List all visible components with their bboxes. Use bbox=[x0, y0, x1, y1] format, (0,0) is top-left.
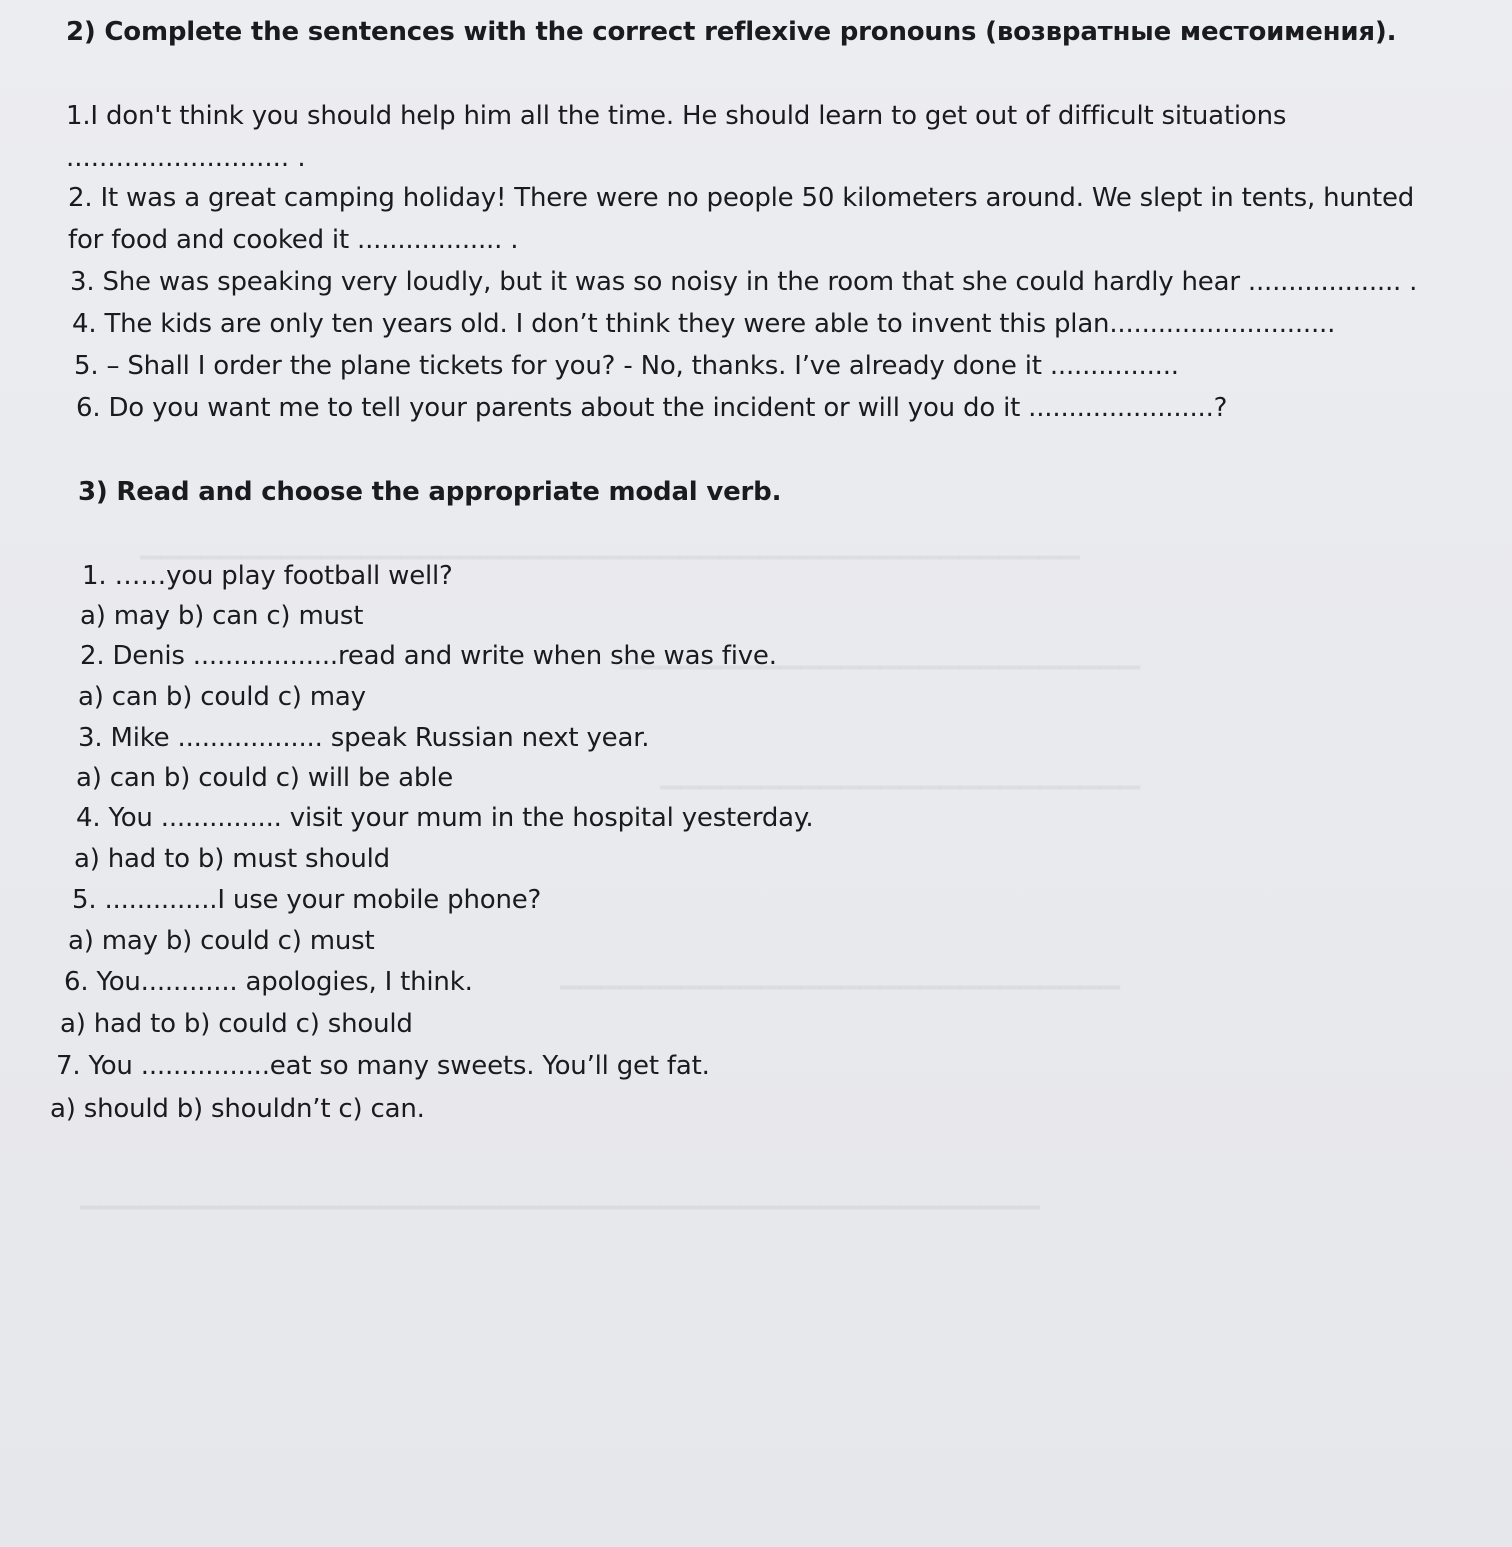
section-2-item-1-blank: ........................... . bbox=[66, 143, 306, 173]
section-3-options-3: a) can b) could c) will be able bbox=[76, 763, 454, 793]
show-through-text: ▁▁▁▁▁▁▁▁▁▁▁▁▁▁▁▁▁▁▁▁▁▁▁▁ bbox=[660, 760, 1140, 790]
show-through-text: ▁▁▁▁▁▁▁▁▁▁▁▁▁▁▁▁▁▁▁▁▁▁▁▁▁▁ bbox=[620, 640, 1140, 670]
section-3-question-2: 2. Denis ..................read and write when she was five. bbox=[80, 641, 777, 671]
section-2-heading: 2) Complete the sentences with the correct reflexive pronouns (возвратные местоимения). bbox=[66, 17, 1397, 47]
section-3-options-1: a) may b) can c) must bbox=[80, 601, 364, 631]
section-3-options-7: a) should b) shouldn’t c) can. bbox=[50, 1094, 425, 1124]
section-3-question-6: 6. You............ apologies, I think. bbox=[64, 967, 473, 997]
section-2-item-2: 2. It was a great camping holiday! There were no people 50 kilometers around. We slept in tents, hunted bbox=[68, 183, 1415, 213]
section-3-question-4: 4. You ............... visit your mum in the hospital yesterday. bbox=[76, 803, 814, 833]
section-3-options-4: a) had to b) must should bbox=[74, 844, 390, 874]
section-2-item-1: 1.I don't think you should help him all the time. He should learn to get out of difficult situations bbox=[66, 101, 1287, 131]
section-3-heading: 3) Read and choose the appropriate modal verb. bbox=[78, 477, 782, 507]
section-2-item-2-cont: for food and cooked it .................. . bbox=[68, 225, 519, 255]
show-through-text: ▁▁▁▁▁▁▁▁▁▁▁▁▁▁▁▁▁▁▁▁▁▁▁▁▁▁▁▁▁▁▁▁▁▁▁▁▁▁▁▁▁▁▁▁▁▁▁▁ bbox=[80, 1180, 1040, 1210]
section-3-options-2: a) can b) could c) may bbox=[78, 682, 366, 712]
section-3-question-1: 1. ……you play football well? bbox=[82, 561, 453, 591]
section-2-item-5: 5. – Shall I order the plane tickets for you? - No, thanks. I’ve already done it ................ bbox=[74, 351, 1179, 381]
section-2-item-6: 6. Do you want me to tell your parents about the incident or will you do it .......................? bbox=[76, 393, 1228, 423]
section-3-options-5: a) may b) could c) must bbox=[68, 926, 375, 956]
section-3-question-7: 7. You ................eat so many sweets. You’ll get fat. bbox=[56, 1051, 710, 1081]
section-2-item-3: 3. She was speaking very loudly, but it was so noisy in the room that she could hardly hear ................... . bbox=[70, 267, 1418, 297]
section-3-options-6: a) had to b) could c) should bbox=[60, 1009, 413, 1039]
section-3-question-5: 5. ..............I use your mobile phone? bbox=[72, 885, 542, 915]
show-through-text: ▁▁▁▁▁▁▁▁▁▁▁▁▁▁▁▁▁▁▁▁▁▁▁▁▁▁▁▁▁▁▁▁▁▁▁▁▁▁▁▁▁▁▁▁▁▁▁ bbox=[140, 530, 1080, 560]
section-2-item-4: 4. The kids are only ten years old. I don’t think they were able to invent this plan............................ bbox=[72, 309, 1336, 339]
section-3-question-3: 3. Mike .................. speak Russian next year. bbox=[78, 723, 650, 753]
show-through-text: ▁▁▁▁▁▁▁▁▁▁▁▁▁▁▁▁▁▁▁▁▁▁▁▁▁▁▁▁ bbox=[560, 960, 1120, 990]
